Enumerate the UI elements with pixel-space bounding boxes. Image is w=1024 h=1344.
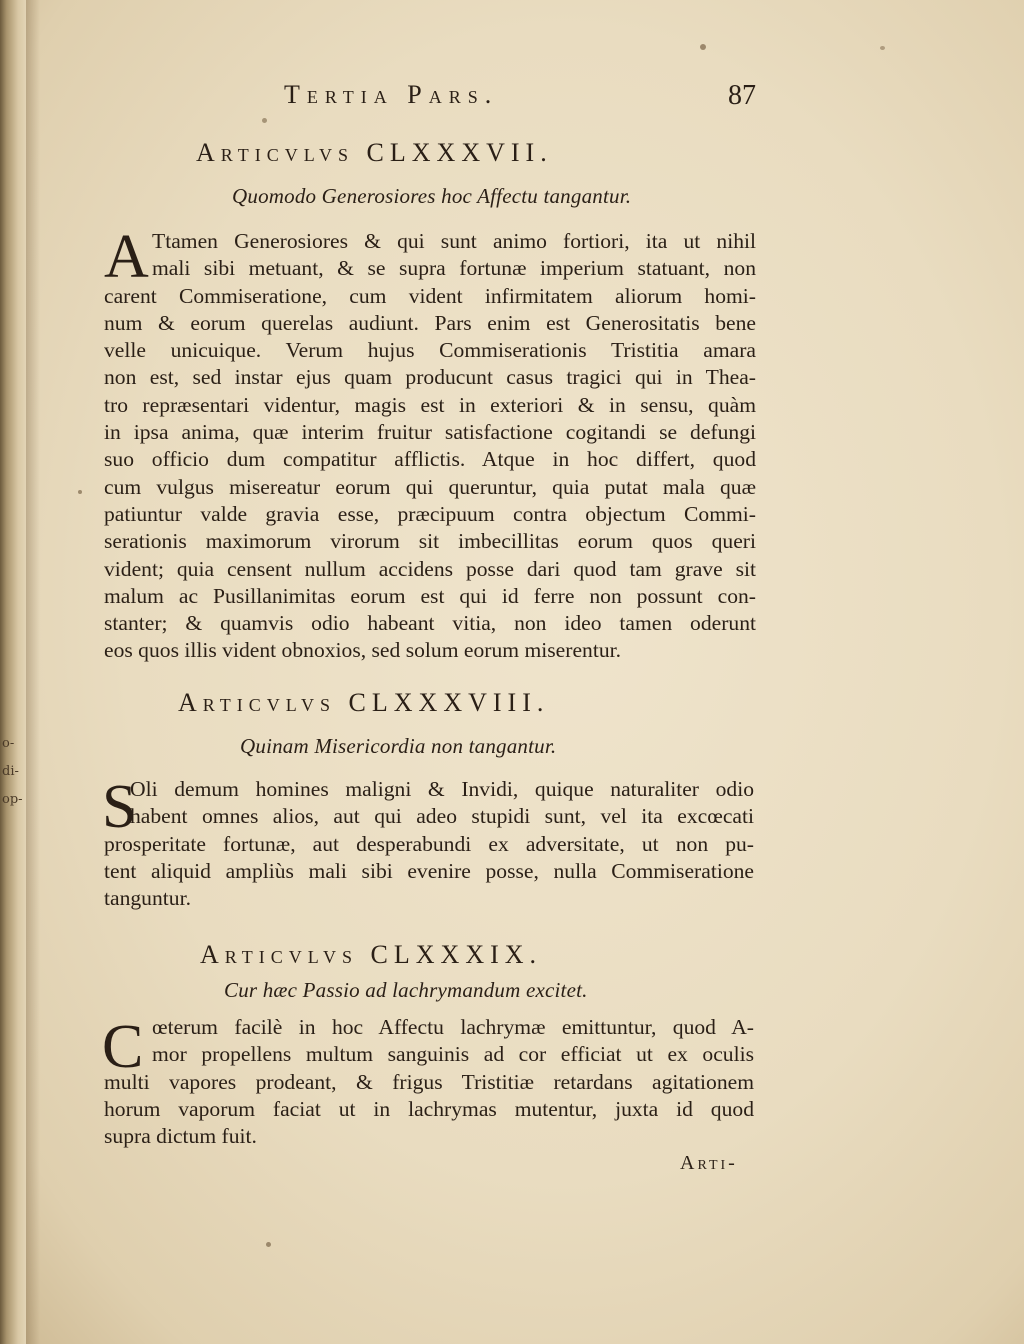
text-line: num & eorum querelas audiunt. Pars enim est Generositatis bene [104,310,756,335]
text-line: habent omnes alios, aut qui adeo stupidi sunt, vel ita excœcati [130,804,754,829]
article-body-indent [152,1014,754,1069]
drop-cap: A [104,223,149,291]
text-line: velle unicuique. Verum hujus Commiserationis Tristitia amara [104,338,756,363]
facing-page-fragments [2,730,24,814]
drop-cap: C [102,1013,144,1081]
text-line: mali sibi metuant, & se supra fortunæ imperium statuant, non [152,256,756,281]
drop-cap: S [102,773,137,841]
text-line: Ttamen Generosiores & qui sunt animo fortiori, ita ut nihil [152,229,756,253]
catchword: Arti- [680,1152,738,1174]
text-line: prosperitate fortunæ, aut desperabundi ex adversitate, ut non pu- [104,831,754,856]
article-body-indent [152,228,756,283]
foxing-spot [266,1242,271,1247]
foxing-spot [262,118,267,123]
foxing-spot [700,44,706,50]
text-line: carent Commiseratione, cum vident infirmitatem aliorum homi- [104,283,756,308]
text-line: supra dictum fuit. [104,1124,257,1149]
text-line: suo officio dum compatitur afflictis. Atque in hoc differt, quod [104,447,756,472]
text-line: eos quos illis vident obnoxios, sed solum eorum miserentur. [104,638,622,663]
page-number: 87 [728,80,756,111]
text-line: tent aliquid ampliùs mali sibi evenire posse, nulla Commiseratione [104,858,754,883]
page-edge-shadow [26,0,40,1344]
text-line: tro repræsentari videntur, magis est in exteriori & in sensu, quàm [104,392,756,417]
article-body [104,1069,754,1151]
article-subtitle: Quinam Misericordia non tangantur. [240,734,557,758]
article-body [104,283,756,665]
text-line: horum vaporum faciat ut in lachrymas mutentur, juxta id quod [104,1096,754,1121]
text-line: vident; quia censent nullum accidens posse dari quod tam grave sit [104,556,756,581]
article-heading: Articvlvs CLXXXVIII. [178,688,550,717]
text-line: Oli demum homines maligni & Invidi, quique naturaliter odio [130,777,754,801]
text-line: patiuntur valde gravia esse, præcipuum contra objectum Commi- [104,501,756,526]
text-line: tanguntur. [104,886,191,911]
text-line: cum vulgus misereatur eorum qui queruntur, quia putat mala quæ [104,474,756,499]
text-line: malum ac Pusillanimitas eorum est qui id ferre non possunt con- [104,583,756,608]
article-body-indent [130,776,754,831]
fragment: o- [2,736,15,751]
text-line: serationis maximorum virorum sit imbecillitas eorum quos queri [104,529,756,554]
article-heading: Articvlvs CLXXXIX. [200,940,543,969]
text-line: non est, sed instar ejus quam producunt casus tragici qui in Thea- [104,365,756,390]
fragment: di- [2,764,19,779]
text-line: mor propellens multum sanguinis ad cor efficiat ut ex oculis [152,1042,754,1067]
text-line: in ipsa anima, quæ interim fruitur satisfactione cogitandi se defungi [104,420,756,445]
text-line: stanter; & quamvis odio habeant vitia, non ideo tamen oderunt [104,611,756,636]
article-subtitle: Quomodo Generosiores hoc Affectu tangantur. [232,184,632,208]
text-line: œterum facilè in hoc Affectu lachrymæ emittuntur, quod A- [152,1015,754,1039]
article-body [104,831,754,913]
foxing-spot [78,490,82,494]
book-gutter [0,0,26,1344]
running-title: Tertia Pars. [284,80,499,109]
article-heading: Articvlvs CLXXXVII. [196,138,553,167]
foxing-spot [880,46,885,50]
article-subtitle: Cur hæc Passio ad lachrymandum excitet. [224,978,588,1002]
fragment: op- [2,792,23,807]
text-line: multi vapores prodeant, & frigus Tristitiæ retardans agitationem [104,1069,754,1094]
